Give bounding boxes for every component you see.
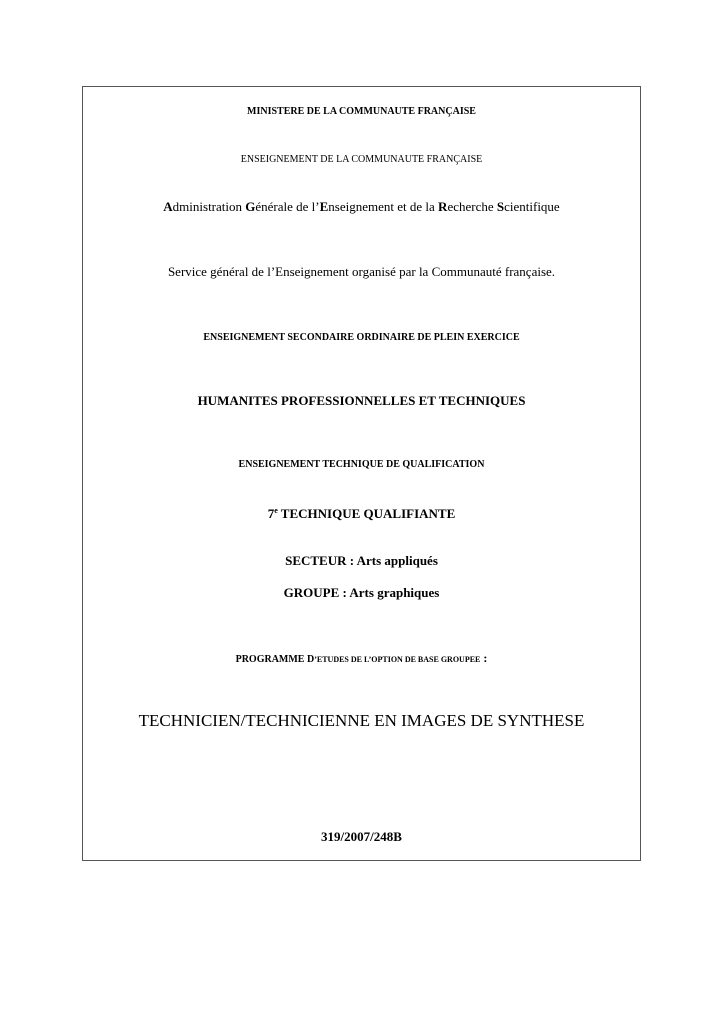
administration-text-3: nseignement et de la [328, 199, 439, 214]
initial-r: R [438, 199, 448, 214]
initial-e: E [319, 199, 329, 214]
year-superscript: e [274, 506, 278, 515]
document-title: TECHNICIEN/TECHNICIENNE EN IMAGES DE SYNTHESE [138, 711, 585, 730]
administration-line [82, 199, 641, 215]
administration-text-2: énérale de l’ [255, 199, 320, 214]
program-part-1: PROGRAMME D [235, 654, 315, 665]
year-number: 7 [267, 506, 275, 521]
program-part-2: ’ETUDES DE L [314, 655, 369, 664]
program-part-3: ’OPTION DE BASE GROUPEE [368, 655, 481, 664]
technical-heading: ENSEIGNEMENT TECHNIQUE DE QUALIFICATION [238, 459, 485, 470]
humanities-heading: HUMANITES PROFESSIONNELLES ET TECHNIQUES [197, 393, 526, 408]
ministry-heading: MINISTERE DE LA COMMUNAUTE FRANÇAISE [247, 106, 476, 117]
sector-line: SECTEUR : Arts appliqués [285, 553, 438, 568]
service-line: Service général de l’Enseignement organisé par la Communauté française. [167, 264, 556, 279]
administration-text-4: echerche [447, 199, 497, 214]
program-part-4: : [480, 651, 488, 665]
group-line: GROUPE : Arts graphiques [283, 585, 440, 600]
reference-number: 319/2007/248B [321, 829, 402, 844]
administration-text-1: dministration [172, 199, 246, 214]
program-heading [82, 651, 641, 666]
initial-g: G [245, 199, 256, 214]
initial-a: A [163, 199, 173, 214]
education-heading: ENSEIGNEMENT DE LA COMMUNAUTE FRANÇAISE [240, 154, 483, 165]
secondary-heading: ENSEIGNEMENT SECONDAIRE ORDINAIRE DE PLEIN EXERCICE [203, 332, 520, 343]
year-heading [82, 506, 641, 522]
administration-text-5: cientifique [504, 199, 560, 214]
initial-s: S [496, 199, 505, 214]
year-label: TECHNIQUE QUALIFIANTE [277, 506, 456, 521]
